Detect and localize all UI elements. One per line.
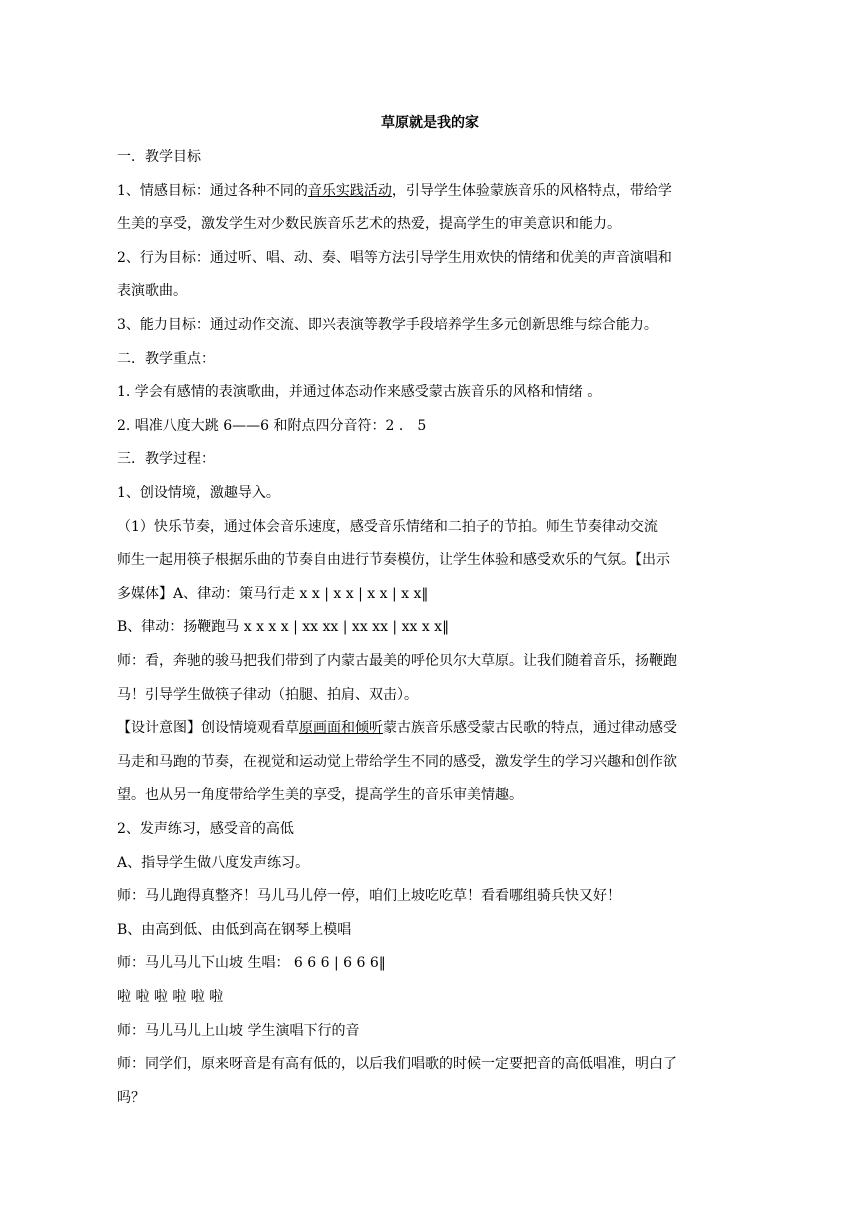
paragraph-line: 表演歌曲。 <box>117 283 187 300</box>
paragraph-line: 望。也从另一角度带给学生美的享受，提高学生的音乐审美情趣。 <box>117 787 523 804</box>
paragraph-line: 一．教学目标 <box>117 149 201 165</box>
paragraph-line: 1、创设情境，激趣导入。 <box>117 485 280 501</box>
paragraph-line: 2. 唱准八度大跳 6——6 和附点四分音符：2 ． 5 <box>117 417 427 434</box>
underlined-text: 音乐实践活动 <box>307 182 392 199</box>
paragraph-line: 师：同学们，原来呀音是有高有低的，以后我们唱歌的时候一定要把音的高低唱准，明白了 <box>117 1056 677 1073</box>
paragraph-line: 吗？ <box>117 1089 145 1106</box>
underlined-text: 原画面和倾听 <box>299 720 383 737</box>
paragraph-line: A、指导学生做八度发声练习。 <box>117 854 310 871</box>
text-segment: 蒙古族音乐感受蒙古民歌的特点，通过律动感受 <box>383 720 677 737</box>
paragraph-line: 师：看，奔驰的骏马把我们带到了内蒙古最美的呼伦贝尔大草原。让我们随着音乐，扬鞭跑 <box>117 653 677 669</box>
paragraph-line: 1. 学会有感情的表演歌曲，并通过体态动作来感受蒙古族音乐的风格和情绪 。 <box>117 384 602 401</box>
paragraph-line: B、律动：扬鞭跑马 x x x x | xx xx | xx xx | xx x x‖ <box>117 619 450 636</box>
paragraph-line: 马走和马跑的节奏，在视觉和运动觉上带给学生不同的感受，激发学生的学习兴趣和创作欲 <box>117 753 677 770</box>
text-segment: ，引导学生体验蒙族音乐的风格特点，带给学 <box>391 182 672 199</box>
paragraph-line: 师生一起用筷子根据乐曲的节奏自由进行节奏模仿，让学生体验和感受欢乐的气氛。【出示 <box>117 552 670 569</box>
paragraph-line: 2、发声练习，感受音的高低 <box>117 821 294 837</box>
paragraph-line: 生美的享受，激发学生对少数民族音乐艺术的热爱，提高学生的审美意识和能力。 <box>117 216 621 233</box>
paragraph-line: 马！引导学生做筷子律动（拍腿、拍肩、双击）。 <box>117 686 418 703</box>
paragraph-line: 三．教学过程： <box>117 451 215 468</box>
paragraph-line: 啦 啦 啦 啦 啦 啦 <box>117 989 224 1005</box>
paragraph-line: 二．教学重点： <box>117 350 215 367</box>
paragraph-line: 师：马儿跑得真整齐！马儿马儿停一停，咱们上坡吃吃草！看看哪组骑兵快又好！ <box>117 888 621 905</box>
text-segment: 【设计意图】创设情境观看草 <box>117 720 299 737</box>
paragraph-line: （1）快乐节奏，通过体会音乐速度，感受音乐情绪和二拍子的节拍。师生节奏律动交流 <box>117 518 658 535</box>
text-segment: 1、情感目标：通过各种不同的 <box>117 182 308 199</box>
paragraph-line: 2、行为目标：通过听、唱、动、奏、唱等方法引导学生用欢快的情绪和优美的声音演唱和 <box>117 249 672 266</box>
paragraph-line <box>117 717 737 739</box>
paragraph-line <box>117 180 737 202</box>
document-title: 草原就是我的家 <box>381 115 479 131</box>
paragraph-line: 师：马儿马儿上山坡 学生演唱下行的音 <box>117 1022 360 1039</box>
paragraph-line: 多媒体】A、律动：策马行走 x x | x x | x x | x x‖ <box>117 585 429 602</box>
paragraph-line: 3、能力目标：通过动作交流、即兴表演等教学手段培养学生多元创新思维与综合能力。 <box>117 317 658 333</box>
paragraph-line: 师：马儿马儿下山坡 生唱： 6 6 6 | 6 6 6‖ <box>117 955 386 972</box>
paragraph-line: B、由高到低、由低到高在钢琴上模唱 <box>117 921 352 938</box>
